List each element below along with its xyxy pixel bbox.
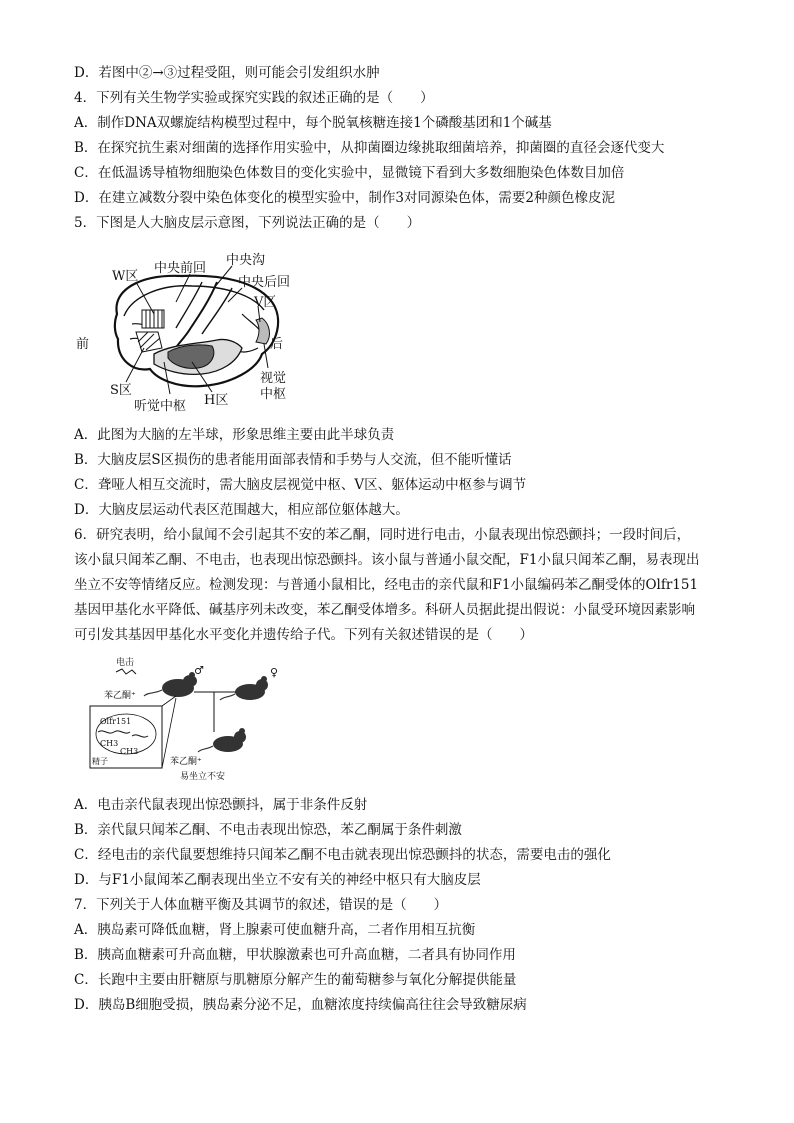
brain-cortex-figure (72, 244, 312, 420)
q6-stem-line5: 可引发其基因甲基化水平变化并遗传给子代。下列有关叙述错误的是（ ） (74, 627, 533, 643)
label-front: 前 (76, 337, 90, 352)
label-sperm: 精子 (92, 757, 108, 766)
q7-option-a: A．胰岛素可降低血糖，肾上腺素可使血糖升高，二者作用相互抗衡 (74, 922, 476, 938)
label-v-area: V区 (254, 295, 277, 310)
q6-option-c: C．经电击的亲代鼠要想维持只闻苯乙酮不电击就表现出惊恐颤抖的状态，需要电击的强化 (74, 847, 611, 863)
label-visual: 视觉 (260, 371, 287, 386)
q6-option-d: D．与F1小鼠闻苯乙酮表现出坐立不安有关的神经中枢只有大脑皮层 (74, 872, 481, 888)
q6-option-b: B．亲代鼠只闻苯乙酮、不电击表现出惊恐，苯乙酮属于条件刺激 (74, 822, 462, 838)
parent-female-mouse (220, 676, 268, 700)
q7-option-b: B．胰高血糖素可升高血糖，甲状腺激素也可升高血糖，二者具有协同作用 (74, 947, 516, 963)
male-symbol: ♂ (194, 664, 204, 677)
q5-option-c: C．聋哑人相互交流时，需大脑皮层视觉中枢、V区、躯体运动中枢参与调节 (74, 477, 527, 493)
q7-option-c: C．长跑中主要由肝糖原与肌糖原分解产生的葡萄糖参与氧化分解提供能量 (74, 972, 517, 988)
female-symbol: ♀ (270, 666, 279, 679)
q6-stem-line2: 该小鼠只闻苯乙酮、不电击，也表现出惊恐颤抖。该小鼠与普通小鼠交配，F1小鼠只闻苯乙酮，易表现出 (74, 552, 700, 568)
q4-option-c: C．在低温诱导植物细胞染色体数目的变化实验中，显微镜下看到大多数细胞染色体数目加倍 (74, 165, 625, 181)
q6-stem-line4: 基因甲基化水平降低、碱基序列未改变，苯乙酮受体增多。科研人员据此提出假说：小鼠受环境因素影响 (74, 602, 695, 618)
lightning-icon (116, 669, 136, 674)
label-acetophenone-offspring: 苯乙酮⁺ (170, 757, 202, 767)
label-s-area: S区 (110, 383, 132, 398)
q4-option-b: B．在探究抗生素对细菌的选择作用实验中，从抑菌圈边缘挑取细菌培养，抑菌圈的直径会逐代变大 (74, 140, 665, 156)
q4-stem: 4．下列有关生物学实验或探究实践的叙述正确的是（ ） (74, 90, 434, 106)
label-visual-center: 中枢 (260, 387, 287, 402)
label-central-sulcus: 中央沟 (226, 253, 266, 268)
label-gene: Olfr151 (100, 717, 132, 726)
label-h-area: H区 (204, 393, 229, 408)
parent-male-mouse (144, 672, 197, 697)
label-precentral-gyrus: 中央前回 (154, 261, 207, 276)
q7-option-d: D．胰岛B细胞受损，胰岛素分泌不足，血糖浓度持续偏高往往会导致糖尿病 (74, 997, 527, 1013)
label-restless: 易坐立不安 (180, 772, 226, 782)
label-w-area: W区 (112, 269, 139, 284)
label-ch3-b: CH3 (120, 747, 139, 756)
label-back: 后 (270, 337, 284, 352)
label-acetophenone: 苯乙酮⁺ (104, 691, 136, 701)
q5-stem: 5．下图是人大脑皮层示意图，下列说法正确的是（ ） (74, 215, 421, 231)
label-auditory-center: 听觉中枢 (134, 399, 187, 414)
label-ch3-a: CH3 (100, 739, 119, 748)
q4-option-a: A．制作DNA双螺旋结构模型过程中，每个脱氧核糖连接1个磷酸基团和1个碱基 (74, 115, 552, 131)
label-shock: 电击 (116, 658, 135, 668)
q5-option-a: A．此图为大脑的左半球，形象思维主要由此半球负责 (74, 427, 395, 443)
q7-stem: 7．下列关于人体血糖平衡及其调节的叙述，错误的是（ ） (74, 897, 448, 913)
q6-stem-line1: 6．研究表明，给小鼠闻不会引起其不安的苯乙酮，同时进行电击，小鼠表现出惊恐颤抖；一段时间后， (74, 527, 691, 543)
q4-option-d: D．在建立减数分裂中染色体变化的模型实验中，制作3对同源染色体，需要2种颜色橡皮泥 (74, 190, 616, 206)
offspring-mouse (198, 728, 246, 752)
q6-stem-line3: 坐立不安等情绪反应。检测发现：与普通小鼠相比，经电击的亲代鼠和F1小鼠编码苯乙酮受体的Olfr151 (74, 577, 699, 593)
q6-option-a: A．电击亲代鼠表现出惊恐颤抖，属于非条件反射 (74, 797, 368, 813)
mouse-experiment-figure (86, 652, 286, 788)
q3-option-d: D．若图中②→③过程受阻，则可能会引发组织水肿 (74, 65, 380, 81)
label-postcentral-gyrus: 中央后回 (238, 275, 291, 290)
q5-option-b: B．大脑皮层S区损伤的患者能用面部表情和手势与人交流，但不能听懂话 (74, 452, 512, 468)
q5-option-d: D．大脑皮层运动代表区范围越大，相应部位躯体越大。 (74, 502, 409, 518)
